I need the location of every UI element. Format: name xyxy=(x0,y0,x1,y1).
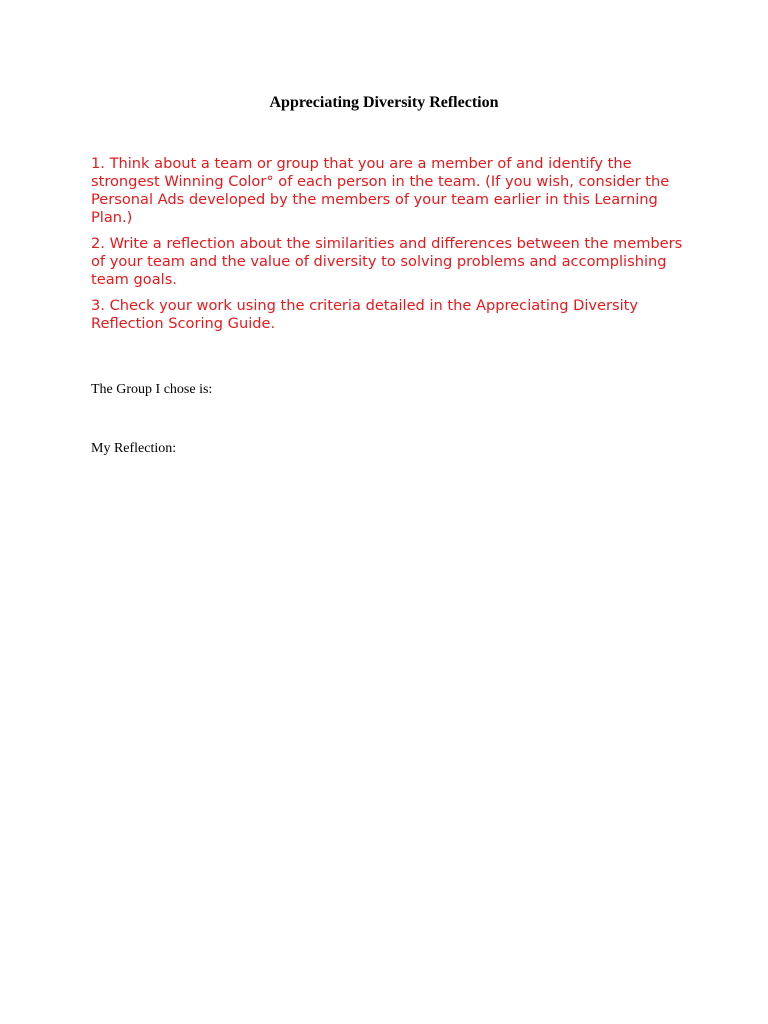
group-chosen-label: The Group I chose is: xyxy=(91,382,213,397)
document-title: Appreciating Diversity Reflection xyxy=(269,94,499,111)
instruction-1: 1. Think about a team or group that you are a member of and identify the strongest Winning Color° of each person in the team. (If you wish, consider the Personal Ads developed by the members of your team earlier in this Learning Plan.) xyxy=(91,155,670,226)
instructions-list xyxy=(91,155,691,341)
my-reflection-label: My Reflection: xyxy=(91,441,177,456)
instruction-2: 2. Write a reflection about the similarities and differences between the members of your team and the value of diversity to solving problems and accomplishing team goals. xyxy=(91,235,683,288)
instruction-3: 3. Check your work using the criteria detailed in the Appreciating Diversity Reflection Scoring Guide. xyxy=(91,297,639,332)
